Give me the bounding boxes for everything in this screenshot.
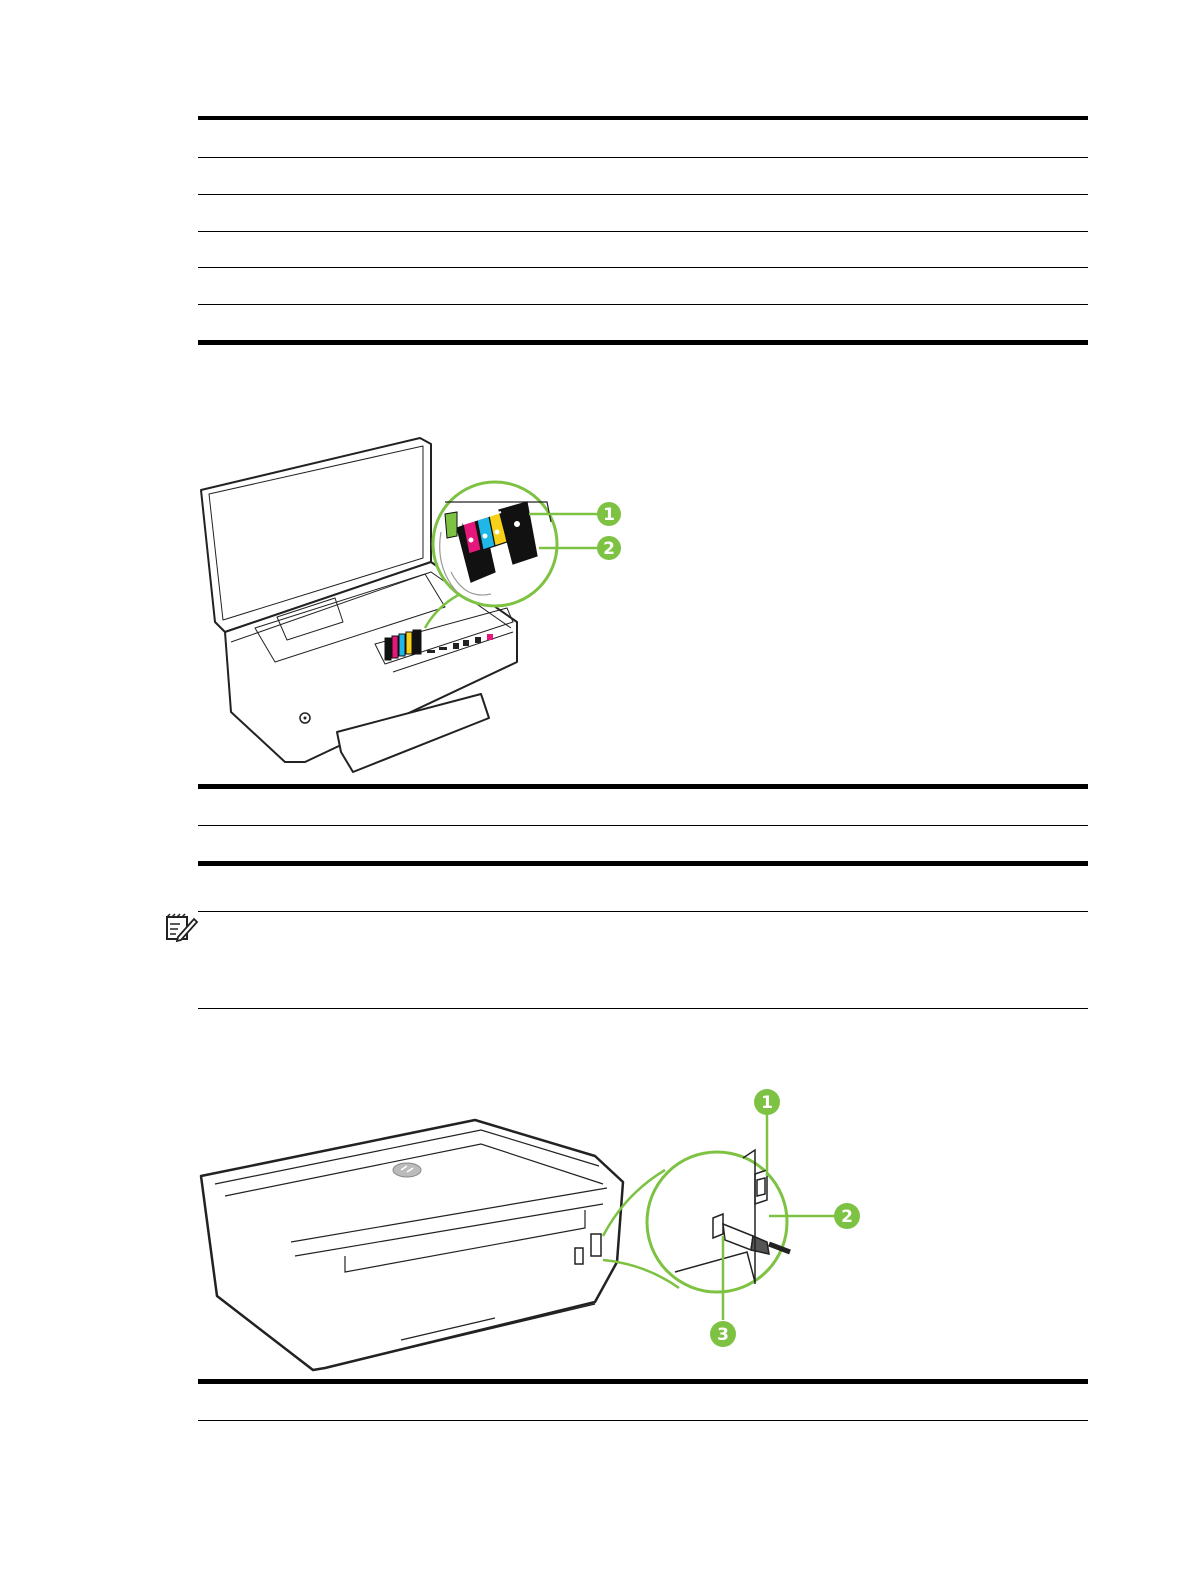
table-row-divider [198,1420,1088,1421]
table-bottom-border [198,861,1088,866]
table-bottom-border [198,340,1088,345]
table-row-divider [198,825,1088,826]
callout-2: 2 [603,539,615,559]
printer-front-illustration [195,432,635,782]
table-row-divider [198,194,1088,195]
table-row-divider [198,231,1088,232]
table-top-border [198,784,1088,789]
table-top-border [198,116,1088,120]
printer-back-illustration [195,1084,875,1374]
note-bottom-rule [198,1008,1088,1009]
hp-logo-icon [393,1163,421,1177]
table-row-divider [198,304,1088,305]
callout-2: 2 [841,1207,853,1227]
callout-1: 1 [761,1093,773,1113]
table-top-border [198,1379,1088,1384]
note-top-rule [198,911,1088,912]
table-row-divider [198,157,1088,158]
callout-3: 3 [717,1325,729,1345]
callout-1: 1 [603,505,615,525]
table-row-divider [198,267,1088,268]
note-pencil-icon [164,913,198,943]
